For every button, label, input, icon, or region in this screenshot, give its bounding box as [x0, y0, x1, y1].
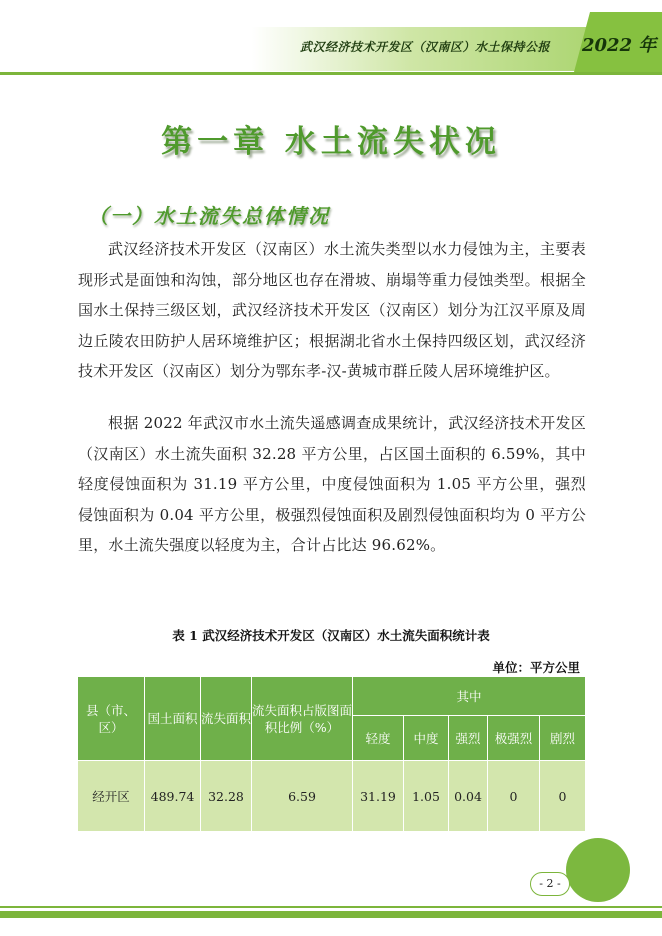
- table-unit: 单位：平方公里: [492, 660, 580, 675]
- header-moderate: 中度: [404, 716, 449, 761]
- header-severe: 剧烈: [540, 716, 586, 761]
- header-intense: 强烈: [449, 716, 488, 761]
- cell-erosion-area: 32.28: [201, 761, 252, 832]
- header-land-area: 国土面积: [145, 677, 201, 761]
- header-among: 其中: [353, 677, 586, 716]
- header-very-intense: 极强烈: [488, 716, 540, 761]
- header-ratio: 流失面积占版图面积比例（%）: [252, 677, 353, 761]
- table-row: [78, 761, 586, 832]
- paragraph-1: 武汉经济技术开发区（汉南区）水土流失类型以水力侵蚀为主，主要表现形式是面蚀和沟蚀，部分地区也存在滑坡、崩塌等重力侵蚀类型。根据全国水土保持三级区划，武汉经济技术开发区（汉南区）划分为江汉平原及周边丘陵农田防护人居环境维护区；根据湖北省水土保持四级区划，武汉经济技术开发区（汉南区）划分为鄂东孝-汉-黄城市群丘陵人居环境维护区。: [78, 240, 586, 381]
- report-title: 武汉经济技术开发区（汉南区）水土保持公报: [300, 40, 551, 54]
- report-year: 2022 年: [582, 35, 657, 56]
- chapter-title: 第一章 水土流失状况: [161, 124, 501, 160]
- cell-land-area: 489.74: [145, 761, 201, 832]
- footer-rule-thick: [0, 911, 662, 918]
- header-rule: [0, 72, 662, 75]
- footer-rule-thin: [0, 906, 662, 908]
- header-mild: 轻度: [353, 716, 404, 761]
- cell-mild: 31.19: [353, 761, 404, 832]
- page-corner-circle: [566, 838, 630, 902]
- cell-intense: 0.04: [449, 761, 488, 832]
- cell-severe: 0: [540, 761, 586, 832]
- cell-very-intense: 0: [488, 761, 540, 832]
- header-erosion-area: 流失面积: [201, 677, 252, 761]
- cell-county: 经开区: [78, 761, 145, 832]
- cell-moderate: 1.05: [404, 761, 449, 832]
- table-caption: 表 1 武汉经济技术开发区（汉南区）水土流失面积统计表: [172, 628, 490, 643]
- page-number: - 2 -: [530, 872, 570, 896]
- cell-ratio: 6.59: [252, 761, 353, 832]
- paragraph-2: 根据 2022 年武汉市水土流失遥感调查成果统计，武汉经济技术开发区（汉南区）水土流失面积 32.28 平方公里，占区国土面积的 6.59%，其中轻度侵蚀面积为 31.19 平方公里，中度侵蚀面积为 1.05 平方公里，强烈侵蚀面积为 0.04 平方公里，极强烈侵蚀面积及剧烈侵蚀面积均为 0 平方公里，水土流失强度以轻度为主，合计占比达 96.62%。: [78, 414, 586, 555]
- header-county: 县（市、区）: [78, 677, 145, 761]
- section-title: （一）水土流失总体情况: [88, 204, 330, 228]
- erosion-area-table: [77, 676, 586, 832]
